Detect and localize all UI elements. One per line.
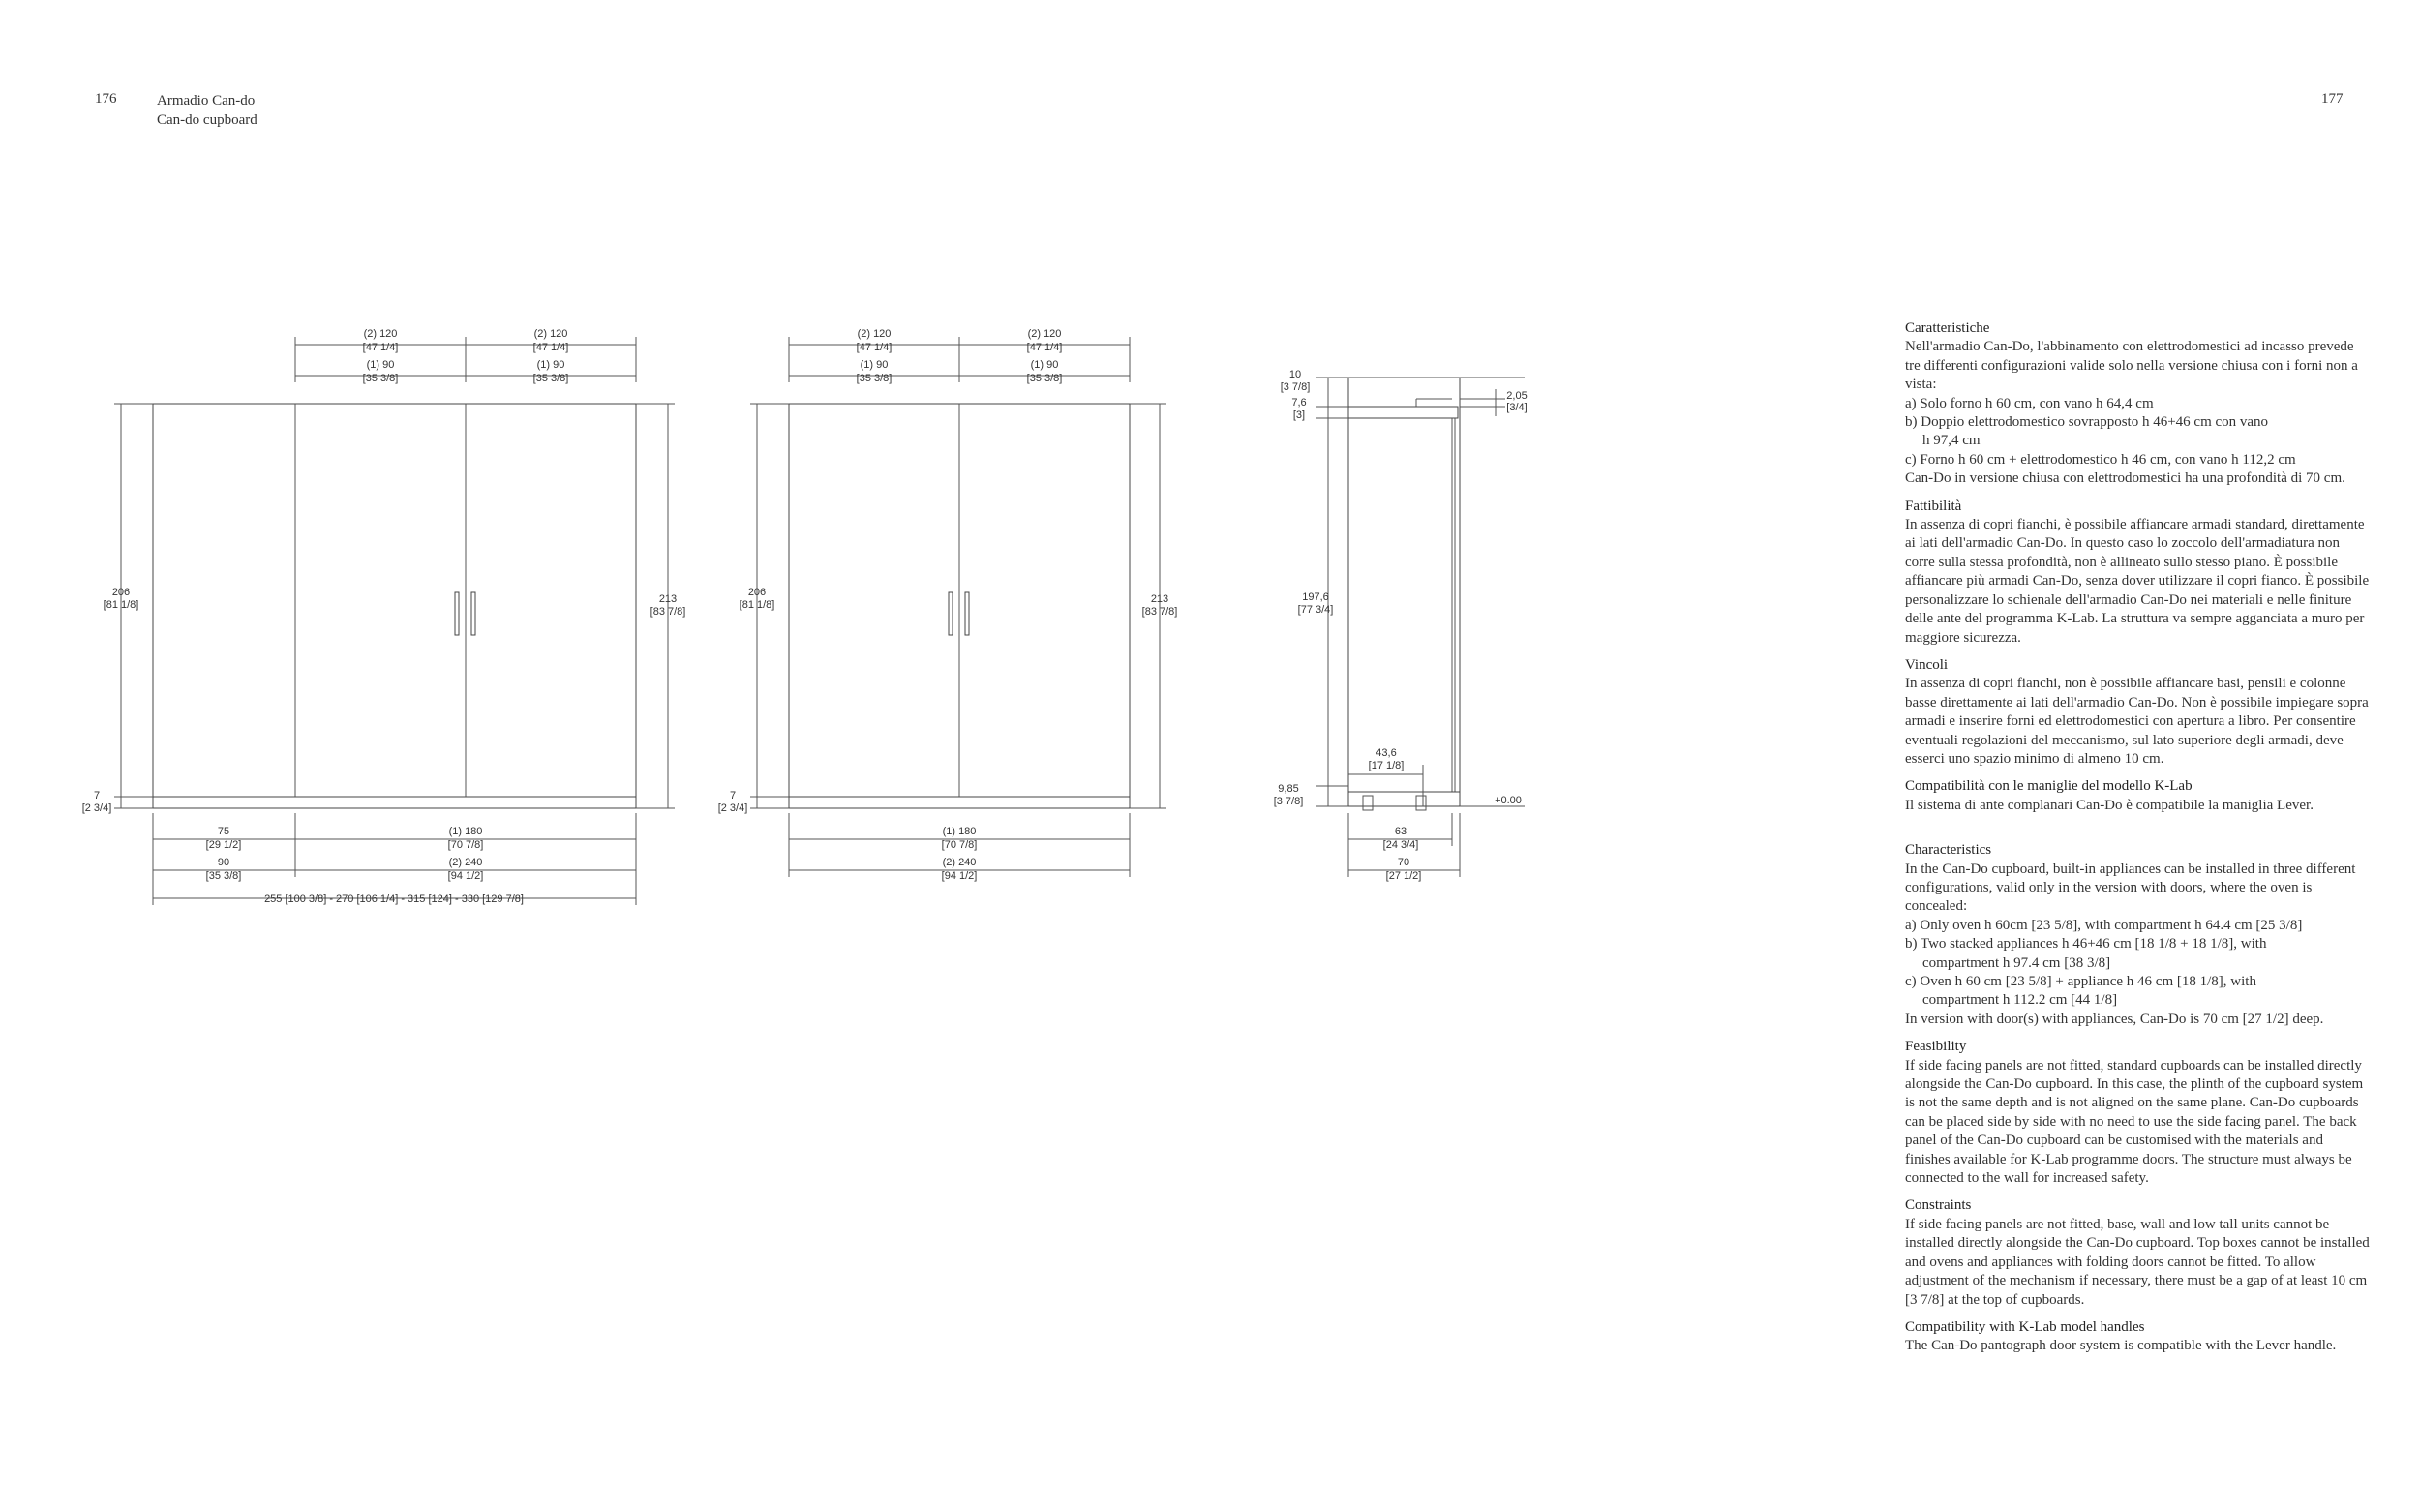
- d2-plinth: 7: [729, 790, 737, 801]
- d1-top2-b-in: [35 3/8]: [532, 373, 569, 384]
- heading-compatibilita: Compatibilità con le maniglie del modello K-Lab: [1905, 778, 2193, 795]
- d3-top-gap: 10: [1288, 369, 1302, 380]
- d2-top1-b: (2) 120: [1027, 328, 1062, 340]
- d1-left-height-in: [81 1/8]: [103, 599, 139, 611]
- heading-constraints: Constraints: [1905, 1197, 1972, 1214]
- d1-top1-b-in: [47 1/4]: [532, 342, 569, 353]
- section-vincoli: [1905, 656, 2370, 769]
- d1-bottom2-b: (2) 240: [448, 857, 483, 868]
- item-b2-en: compartment h 97.4 cm [38 3/8]: [1922, 954, 2111, 971]
- d2-top1-a-in: [47 1/4]: [856, 342, 892, 353]
- item-a-it: a) Solo forno h 60 cm, con vano h 64,4 cm: [1905, 395, 2154, 411]
- d1-right-height: 213: [658, 593, 678, 605]
- para-vincoli: In assenza di copri fianchi, non è possibile affiancare basi, pensili e colonne basse direttamente ai lati dell'armadio Can-Do. Non è possibile impiegare sopra armadi e inserire forni ed elettrodomestici con apertura a libro. Per consentire eventuali regolazioni del meccanismo, sul lato superiore degli armadi, deve esserci uno spazio minimo di almeno 10 cm.: [1905, 676, 2369, 767]
- d3-plinth-height-in: [3 7/8]: [1273, 796, 1304, 807]
- item-b-en: b) Two stacked appliances h 46+46 cm [18 1/8 + 18 1/8], with: [1905, 936, 2267, 953]
- d3-depth-63: 63: [1394, 826, 1407, 837]
- para-constraints: If side facing panels are not fitted, base, wall and low tall units cannot be installed directly alongside the Can-Do cupboard. Top boxes cannot be installed and ovens and appliances with folding doors cannot be fitted. To allow adjustment of the mechanism if necessary, there must be a gap of at least 10 cm [3 7/8] at the top of cupboards.: [1905, 1216, 2370, 1308]
- d1-total-width: 255 [100 3/8] - 270 [106 1/4] - 315 [124] - 330 [129 7/8]: [264, 893, 524, 905]
- item-d-it: Can-Do in versione chiusa con elettrodomestici ha una profondità di 70 cm.: [1905, 470, 2345, 487]
- para-caratteristiche: Nell'armadio Can-Do, l'abbinamento con elettrodomestici ad incasso prevede tre differenti configurazioni valide solo nella versione chiusa con i forni non a vista:: [1905, 339, 2358, 393]
- d3-plinth-height: 9,85: [1278, 783, 1299, 795]
- para-compatibility: The Can-Do pantograph door system is compatible with the Lever handle.: [1905, 1338, 2337, 1354]
- d1-top2-a: (1) 90: [366, 359, 395, 371]
- heading-feasibility: Feasibility: [1905, 1039, 1967, 1055]
- section-constraints: [1905, 1196, 2370, 1309]
- d1-top2-a-in: [35 3/8]: [362, 373, 399, 384]
- d2-top2-a-in: [35 3/8]: [856, 373, 892, 384]
- para-compatibilita: Il sistema di ante complanari Can-Do è compatibile la maniglia Lever.: [1905, 797, 2314, 813]
- item-b-it: b) Doppio elettrodomestico sovrapposto h 46+46 cm con vano: [1905, 414, 2269, 431]
- d1-bottom1-a: 75: [217, 826, 230, 837]
- d2-left-height: 206: [747, 587, 767, 598]
- d1-plinth-in: [2 3/4]: [81, 802, 112, 814]
- title-english: Can-do cupboard: [157, 112, 257, 128]
- section-compatibilita: [1905, 777, 2370, 815]
- d3-floor-level: +0.00: [1495, 795, 1522, 806]
- d1-plinth: 7: [93, 790, 101, 801]
- d1-bottom1-b: (1) 180: [448, 826, 483, 837]
- d2-top2-a: (1) 90: [860, 359, 889, 371]
- item-a-en: a) Only oven h 60cm [23 5/8], with compartment h 64.4 cm [25 3/8]: [1905, 917, 2303, 933]
- d1-bottom2-a-in: [35 3/8]: [205, 870, 242, 882]
- d2-right-height-in: [83 7/8]: [1141, 606, 1178, 618]
- d3-depth-63-in: [24 3/4]: [1382, 839, 1419, 851]
- section-fattibilita: [1905, 498, 2370, 648]
- d1-top1-a-in: [47 1/4]: [362, 342, 399, 353]
- para-feasibility: If side facing panels are not fitted, standard cupboards can be installed directly alongside the Can-Do cupboard. In this case, the plinth of the cupboard system is not the same depth and is not aligned on the same plane. Can-Do cupboards can be placed side by side with no need to use the side facing panel. The back panel of the Can-Do cupboard can be customised with the materials and finishes available for K-Lab programme doors. The structure must always be connected to the wall for increased safety.: [1905, 1057, 2364, 1187]
- section-compatibility: [1905, 1318, 2370, 1356]
- title-italian: Armadio Can-do: [157, 93, 256, 108]
- d1-bottom2-a: 90: [217, 857, 230, 868]
- d1-right-height-in: [83 7/8]: [650, 606, 686, 618]
- item-c2-en: compartment h 112.2 cm [44 1/8]: [1922, 992, 2118, 1009]
- d2-right-height: 213: [1150, 593, 1169, 605]
- drawing-cupboard-narrow: [747, 337, 1169, 877]
- item-d-en: In version with door(s) with appliances, Can-Do is 70 cm [27 1/2] deep.: [1905, 1011, 2324, 1027]
- d3-top-panel-in: [3]: [1292, 409, 1306, 421]
- description-column: [1905, 319, 2370, 1365]
- d1-bottom1-a-in: [29 1/2]: [205, 839, 242, 851]
- section-characteristics: [1905, 841, 2370, 1029]
- heading-caratteristiche: Caratteristiche: [1905, 320, 1990, 336]
- d1-top1-b: (2) 120: [533, 328, 568, 340]
- item-b2-it: h 97,4 cm: [1922, 433, 1981, 449]
- item-c-en: c) Oven h 60 cm [23 5/8] + appliance h 46 cm [18 1/8], with: [1905, 974, 2256, 989]
- drawing-cupboard-wide: [111, 337, 678, 905]
- d3-inner-depth: 43,6: [1376, 747, 1397, 759]
- d2-bottom1-in: [70 7/8]: [941, 839, 978, 851]
- para-characteristics: In the Can-Do cupboard, built-in appliances can be installed in three different configurations, valid only in the version with doors, where the oven is concealed:: [1905, 861, 2356, 915]
- section-feasibility: [1905, 1038, 2370, 1188]
- drawing-side-section: [1316, 378, 1528, 877]
- d1-left-height: 206: [111, 587, 131, 598]
- d2-top1-a: (2) 120: [857, 328, 892, 340]
- d3-depth-70: 70: [1397, 857, 1410, 868]
- d2-bottom1: (1) 180: [942, 826, 977, 837]
- d3-top-gap-in: [3 7/8]: [1280, 381, 1311, 393]
- d3-inner-depth-in: [17 1/8]: [1368, 760, 1405, 771]
- d2-bottom2-in: [94 1/2]: [941, 870, 978, 882]
- d3-door-offset: 2,05: [1506, 390, 1528, 402]
- heading-fattibilita: Fattibilità: [1905, 498, 1962, 514]
- d3-top-panel: 7,6: [1291, 397, 1307, 408]
- page-number-right: 177: [2321, 91, 2344, 106]
- item-c-it: c) Forno h 60 cm + elettrodomestico h 46 cm, con vano h 112,2 cm: [1905, 451, 2296, 468]
- page-number-left: 176: [95, 91, 117, 106]
- d2-bottom2: (2) 240: [942, 857, 977, 868]
- d3-depth-70-in: [27 1/2]: [1385, 870, 1422, 882]
- section-caratteristiche: [1905, 319, 2370, 489]
- d2-left-height-in: [81 1/8]: [739, 599, 775, 611]
- d2-top1-b-in: [47 1/4]: [1026, 342, 1063, 353]
- d1-bottom2-b-in: [94 1/2]: [447, 870, 484, 882]
- heading-vincoli: Vincoli: [1905, 656, 1949, 673]
- d1-top1-a: (2) 120: [363, 328, 398, 340]
- d3-height-in: [77 3/4]: [1297, 604, 1334, 616]
- d2-plinth-in: [2 3/4]: [717, 802, 748, 814]
- d3-height: 197,6: [1302, 591, 1329, 603]
- d1-bottom1-b-in: [70 7/8]: [447, 839, 484, 851]
- d2-top2-b: (1) 90: [1030, 359, 1059, 371]
- heading-characteristics: Characteristics: [1905, 842, 1992, 859]
- para-fattibilita: In assenza di copri fianchi, è possibile affiancare armadi standard, direttamente ai lati dell'armadio Can-Do. In questo caso lo zoccolo dell'armadiatura non corre sulla stessa profondità, non è allineato sullo stesso piano. È possibile affiancare più armadi Can-Do, senza dover utilizzare il copri fianco. È possibile personalizzare lo schienale dell'armadio Can-Do nei materiali e nelle finiture delle ante del programma K-Lab. La struttura va sempre agganciata a muro per maggiore sicurezza.: [1905, 517, 2370, 646]
- heading-compatibility: Compatibility with K-Lab model handles: [1905, 1318, 2145, 1335]
- d2-top2-b-in: [35 3/8]: [1026, 373, 1063, 384]
- d3-door-offset-in: [3/4]: [1506, 402, 1528, 413]
- d1-top2-b: (1) 90: [536, 359, 565, 371]
